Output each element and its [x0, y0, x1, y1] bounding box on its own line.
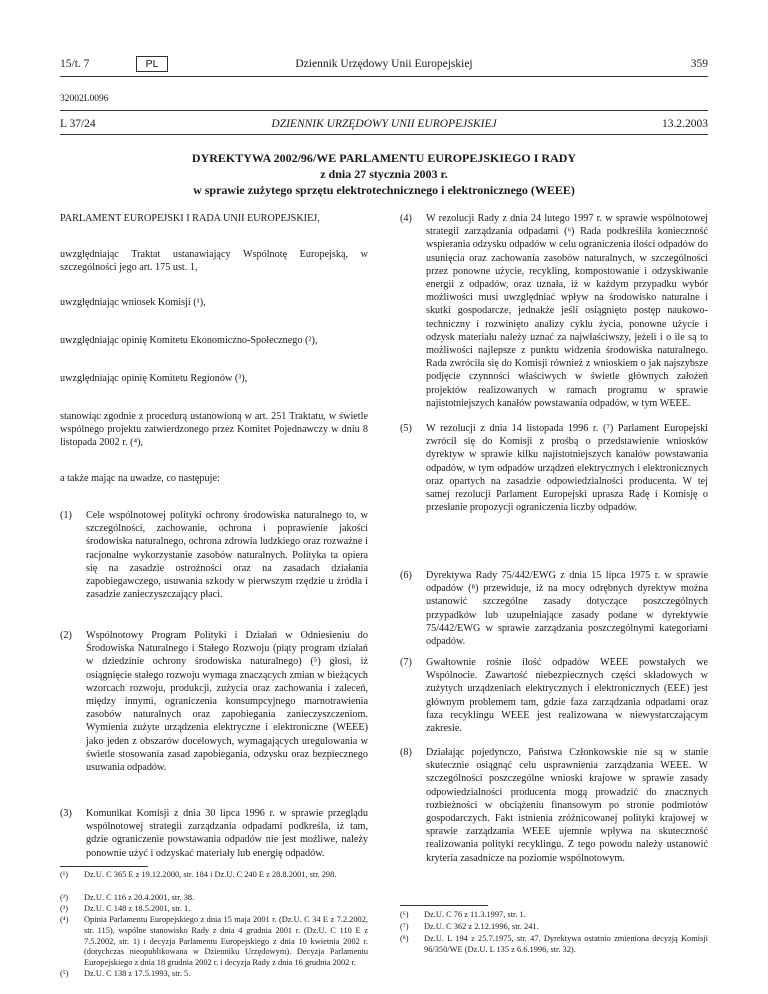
celex-number: 32002L0096 [60, 94, 109, 104]
footnote-rule [400, 905, 488, 906]
volume-ref: 15/t. 7 [60, 58, 90, 70]
footnote: Dz.U. L 194 z 25.7.1975, str. 47. Dyrektywa ostatnio zmieniona decyzją Komisji 96/350/WE (Dz.U. L 135 z 6.6.1996, str. 32). [424, 934, 708, 954]
whereas-intro: a także mając na uwadze, co następuje: [60, 473, 220, 484]
directive-subject: w sprawie zużytego sprzętu elektrotechnicznego i elektronicznego (WEEE) [193, 183, 575, 197]
language-badge: PL [136, 56, 168, 72]
footnote: Dz.U. C 148 z 18.5.2001, str. 1. [84, 904, 191, 913]
footnote: Dz.U. C 138 z 17.5.1993, str. 5. [84, 969, 191, 978]
recital-4: W rezolucji Rady z dnia 24 lutego 1997 r. w sprawie wspólnotowej strategii zarządzania odpadami (⁶) Rada podkreśliła konieczność wspierania odzysku odpadów w celu ograniczenia ilości odpadów do usunięcia oraz zachowania zasobów naturalnych, w szczególności przez ponowne użycie, recykling, kompostowanie i odzyskiwanie energii z odpadów, oraz uznała, iż w każdym przypadku wybór możliwości musi uwzględniać wpływ na środowisko naturalne i skutki gospodarcze, jednakże jeśli osiągnięto postęp naukowo-techniczny i rozwinięto analizy cyklu życia, ponowne użycie i odzysk materiału należy uznać za najwłaściwszy, jeżeli i o ile są to możliwości najlepsze z punktu widzenia środowiska naturalnego. Rada zwróciła się do Komisji również z wnioskiem o jak najszybsze podjęcie czynności właściwych w świetle głównych założeń projektów realizowanych w ramach programu w sprawie najistotniejszych kanałów powstawania odpadów, w tym WEEE. [426, 213, 708, 409]
footnote-number: (⁴) [60, 915, 69, 924]
recital-number: (3) [60, 808, 72, 819]
footnote: Dz.U. C 76 z 11.3.1997, str. 1. [424, 910, 526, 919]
recital-number: (8) [400, 747, 412, 758]
recital-7: Gwałtownie rośnie ilość odpadów WEEE powstałych we Wspólnocie. Zawartość niebezpiecznych części składowych w zużytych urządzeniach elektrycznych i elektronicznych (EEE) jest głównym problemem tam, gdzie faza zarządzania odpadami oraz faza recyklingu WEEE jest realizowana w niewystarczającym zakresie. [426, 657, 708, 735]
preamble-intro: PARLAMENT EUROPEJSKI I RADA UNII EUROPEJSKIEJ, [60, 213, 320, 224]
footnote: Dz.U. C 362 z 2.12.1996, str. 241. [424, 922, 539, 931]
footnote-rule [60, 866, 148, 867]
journal-title: Dziennik Urzędowy Unii Europejskiej [295, 58, 473, 70]
subheader-rule [60, 134, 708, 135]
footnote-number: (⁵) [60, 969, 69, 978]
citation-treaty: uwzględniając Traktat ustanawiający Wspólnotę Europejską, w szczególności jego art. 175 ust. 1, [60, 249, 368, 274]
footnote: Dz.U. C 116 z 20.4.2001, str. 38. [84, 893, 195, 902]
oj-date: 13.2.2003 [662, 118, 708, 130]
recital-3: Komunikat Komisji z dnia 30 lipca 1996 r. w sprawie przeglądu wspólnotowej strategii zarządzania odpadami podkreśla, iż tam, gdzie ograniczenie powstawania odpadów nie jest możliwe, należy ponownie użyć i odzyskać materiały lub energię odpadów. [86, 808, 368, 859]
footnote-number: (²) [60, 893, 69, 902]
oj-reference: L 37/24 [60, 118, 96, 130]
oj-title: DZIENNIK URZĘDOWY UNII EUROPEJSKIEJ [271, 118, 497, 130]
recital-number: (4) [400, 213, 412, 224]
footnote: Dz.U. C 365 E z 19.12.2000, str. 184 i Dz.U. C 240 E z 28.8.2001, str. 298. [84, 870, 337, 879]
recital-2: Wspólnotowy Program Polityki i Działań w Odniesieniu do Środowiska Naturalnego i Stałego Rozwoju (piąty program działań w dziedzinie ochrony środowiska naturalnego) (⁵) głosi, iż osiągnięcie stałego rozwoju wymaga znaczących zmian w bieżących wzorcach rozwoju, produkcji, zużycia oraz zachowania i zaleceń, między innymi, ograniczenia konsumpcyjnego marnotrawienia zasobów naturalnych oraz zapobiegania zanieczyszczeniom. Wymienia zużyte urządzenia elektryczne i elektroniczne (WEEE) jako jeden z obszarów docelowych, wymagających uregulowania w świetle stosowania zasad zapobiegania, odzysku oraz bezpiecznego usuwania odpadów. [86, 630, 368, 774]
directive-title: DYREKTYWA 2002/96/WE PARLAMENTU EUROPEJSKIEGO I RADY [191, 151, 577, 165]
footnote-number: (⁶) [400, 910, 409, 919]
header-rule [60, 76, 708, 77]
recital-number: (1) [60, 510, 72, 521]
recital-8: Działając pojedynczo, Państwa Członkowskie nie są w stanie skutecznie osiągnąć celu usprawnienia zarządzania WEEE. W szczególności poszczególne wnioski krajowe w sprawie zasady odpowiedzialności producenta mogą prowadzić do znacznych rozbieżności w obciążeniu finansowym po stronie podmiotów gospodarczych. Fakt istnienia zróżnicowanej polityki krajowej w sprawie zarządzania WEEE ujemnie wpływa na skuteczność realizowania polityki recyklingu. Z tego powodu należy ustanowić kryteria zasadnicze na poziomie wspólnotowym. [426, 747, 708, 864]
page-number: 359 [690, 58, 708, 70]
citation-commission: uwzględniając wniosek Komisji (¹), [60, 297, 206, 308]
recital-1: Cele wspólnotowej polityki ochrony środowiska naturalnego to, w szczególności, zachowanie, ochrona i poprawienie jakości środowiska naturalnego, ochrona zdrowia ludzkiego oraz rozważne i racjonalne wykorzystanie zasobów naturalnych. Polityka ta opiera się na zasadzie ostrożności oraz na zasadach działania zapobiegawczego, usuwania szkody w pierwszym rzędzie u źródła i zasadzie zanieczyszczający płaci. [86, 510, 368, 601]
footnote-number: (¹) [60, 870, 69, 879]
recital-number: (5) [400, 423, 412, 434]
recital-6: Dyrektywa Rady 75/442/EWG z dnia 15 lipca 1975 r. w sprawie odpadów (⁸) przewiduje, iż na mocy odrębnych dyrektyw można ustanowić szczególne zasady dotyczące poszczególnych przypadków lub uzupełniające zasady podane w dyrektywie 75/442/EWG w sprawie zarządzania poszczególnymi kategoriami odpadów. [426, 570, 708, 648]
citation-esc: uwzględniając opinię Komitetu Ekonomiczno-Społecznego (²), [60, 335, 318, 346]
recital-5: W rezolucji z dnia 14 listopada 1996 r. (⁷) Parlament Europejski zwrócił się do Komisji z prośbą o przedstawienie wniosków dyrektyw w sprawie kilku najistotniejszych kanałów powstawania odpadów, w tym odpadów urządzeń elektrycznych i elektronicznych oraz opartych na zasadzie odpowiedzialności producenta. W tej samej rezolucji Parlament Europejski uprasza Radę i Komisję o przesłanie propozycji ograniczenia liczby odpadów. [426, 423, 708, 514]
recital-number: (7) [400, 657, 412, 668]
footnote-number: (⁷) [400, 922, 409, 931]
citation-procedure: stanowiąc zgodnie z procedurą ustanowioną w art. 251 Traktatu, w świetle wspólnego projektu zatwierdzonego przez Komitet Pojednawczy w dniu 8 listopada 2002 r. (⁴), [60, 411, 368, 449]
footnote-number: (⁸) [400, 934, 409, 943]
recital-number: (2) [60, 630, 72, 641]
celex-rule [60, 110, 708, 111]
footnote-number: (³) [60, 904, 69, 913]
footnote: Opinia Parlamentu Europejskiego z dnia 15 maja 2001 r. (Dz.U. C 34 E z 7.2.2002, str. 115), wspólne stanowisko Rady z dnia 4 grudnia 2001 r. (Dz.U. C 110 E z 7.5.2002, str. 1) i decyzja Parlamentu Europejskiego z dnia 10 kwietnia 2002 r. (dotychczas nieopublikowana w Dzienniku Urzędowym). Decyzja Parlamentu Europejskiego z dnia 18 grudnia 2002 r. i decyzja Rady z dnia 16 grudnia 2002 r. [84, 915, 368, 968]
citation-regions: uwzględniając opinię Komitetu Regionów (³), [60, 373, 248, 384]
directive-date: z dnia 27 stycznia 2003 r. [320, 167, 448, 181]
recital-number: (6) [400, 570, 412, 581]
